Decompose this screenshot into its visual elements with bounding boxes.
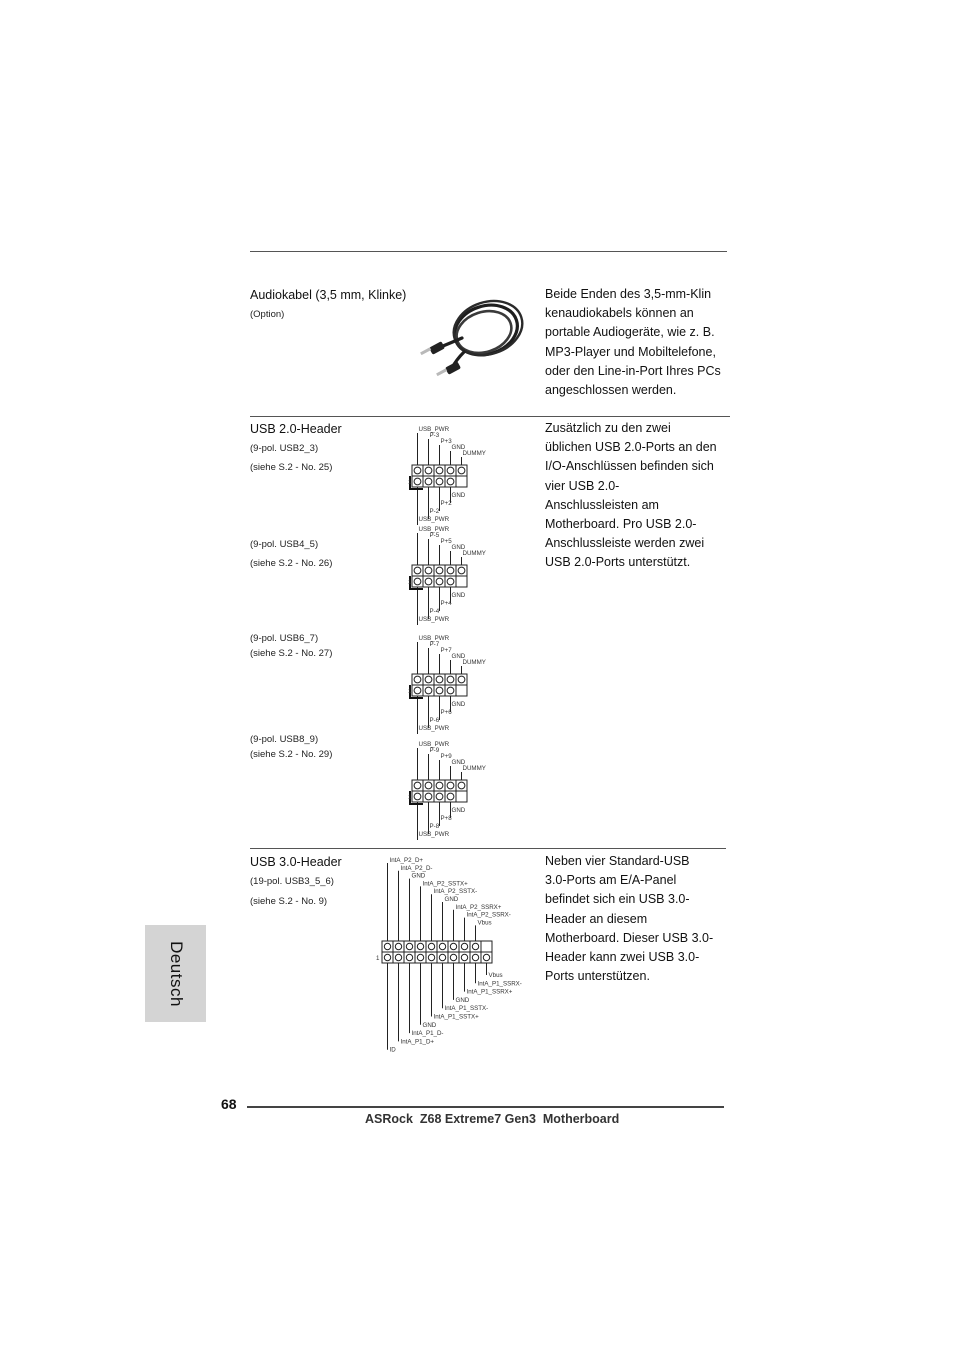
bottom-pin-label: GND [451,492,466,499]
language-tab-label: Deutsch [166,940,186,1007]
top-pin-label: IntA_P2_SSRX- [466,911,511,919]
bottom-pin-label: GND [451,807,466,814]
bottom-pin-label: IntA_P1_SSTX- [444,1005,489,1013]
top-pin-label: DUMMY [462,765,486,772]
pin-cell [470,941,481,952]
top-pin-label: P+3 [440,438,452,445]
bottom-pin-label: USB_PWR [418,831,450,838]
audio-option-note: (Option) [250,309,285,320]
usb2-desc-line: vier USB 2.0- [545,478,620,493]
pin-cell [426,952,437,963]
top-pin-label: Vbus [477,919,492,927]
top-pin-label: USB_PWR [418,426,450,433]
usb3-pinout-diagram [376,853,536,1053]
top-pin-label: USB_PWR [418,741,450,748]
pin-cell [437,941,448,952]
footer-rule [247,1106,724,1108]
usb3-desc-line: Header an diesem [545,911,648,926]
bottom-pin-label: USB_PWR [418,616,450,623]
usb2-3-ref: (siehe S.2 - No. 25) [250,462,333,473]
usb3-desc-line: Ports unterstützen. [545,969,650,984]
audio-description [545,285,721,400]
usb4-5-pinout-diagram [408,525,508,625]
usb3-pins: (19-pol. USB3_5_6) [250,876,334,887]
pin1-label: 1 [408,579,412,586]
top-pin-label: DUMMY [462,659,486,666]
top-pin-label: DUMMY [462,550,486,557]
pin-cell [459,952,470,963]
top-pin-label: GND [411,872,426,880]
bottom-pin-label: GND [451,592,466,599]
bottom-pin-label: P+8 [440,815,452,822]
bottom-pin-label: P-4 [429,608,440,615]
bottom-pin-label: GND [451,701,466,708]
audio-cable-image [418,298,524,382]
pin-cell [448,952,459,963]
pin-cell [456,791,467,802]
pin-cell [415,952,426,963]
usb3-desc-line: 3.0-Ports am E/A-Panel [545,873,677,888]
audio-desc-line: portable Audiogeräte, wie z. B. [545,325,715,340]
audio-desc-line: oder den Line-in-Port Ihres PCs [545,363,721,378]
top-pin-label: P+5 [440,538,452,545]
top-pin-label: IntA_P2_D- [400,864,433,872]
top-pin-label: USB_PWR [418,635,450,642]
usb3-desc-line: befindet sich ein USB 3.0- [545,892,690,907]
usb2-desc-line: I/O-Anschlüssen befinden sich [545,459,714,474]
usb6-7-pinout-diagram [408,634,508,734]
pin1-label: 1 [408,688,412,695]
usb2-description [545,419,717,573]
usb8-9-pinout-diagram [408,740,508,840]
top-pin-label: P-7 [429,641,440,648]
pin-cell [437,952,448,963]
pin-cell [404,952,415,963]
top-pin-label: IntA_P2_SSRX+ [455,903,502,911]
pin-cell [456,476,467,487]
audio-desc-line: kenaudiokabels können an [545,306,694,321]
pin-cell [426,941,437,952]
pin-cell [382,941,393,952]
bottom-pin-label: IntA_P1_SSTX+ [433,1013,479,1021]
usb3-header-title: USB 3.0-Header [250,855,342,869]
usb8-9-pins: (9-pol. USB8_9) [250,734,319,745]
pin1-label: 1 [408,794,412,801]
bottom-pin-label: IntA_P1_SSRX+ [466,988,513,996]
usb2-desc-line: üblichen USB 2.0-Ports an den [545,440,717,455]
bottom-pin-label: P-8 [429,823,440,830]
audio-desc-line: angeschlossen werden. [545,383,677,398]
top-pin-label: GND [451,653,466,660]
bottom-pin-label: P+2 [440,500,452,507]
pin1-label: 1 [376,955,380,962]
usb2-header-title: USB 2.0-Header [250,422,342,436]
bottom-pin-label: USB_PWR [418,725,450,732]
usb6-7-ref: (siehe S.2 - No. 27) [250,648,333,659]
usb2-desc-line: Anschlussleisten am [545,497,659,512]
top-pin-label: IntA_P2_SSTX- [433,888,478,896]
usb2-desc-line: Zusätzlich zu den zwei [545,421,671,435]
top-pin-label: P-3 [429,432,440,439]
usb3-description [545,852,713,986]
top-pin-label: GND [451,444,466,451]
pin-cell [456,685,467,696]
usb2-desc-line: Motherboard. Pro USB 2.0- [545,517,697,532]
top-pin-label: IntA_P2_SSTX+ [422,880,468,888]
top-pin-label: GND [451,759,466,766]
section-divider [250,848,726,849]
usb4-5-ref: (siehe S.2 - No. 26) [250,558,333,569]
footer-product-name: ASRock Z68 Extreme7 Gen3 Motherboard [365,1112,620,1126]
top-pin-label: P-5 [429,532,440,539]
pin-cell [404,941,415,952]
pin-cell [448,941,459,952]
section-divider [250,416,730,417]
pin-cell [481,952,492,963]
bottom-pin-label: P-6 [429,717,440,724]
bottom-pin-label: IntA_P1_D- [411,1030,444,1038]
top-pin-label: GND [451,544,466,551]
bottom-pin-label: P-2 [429,508,440,515]
audio-desc-line: Beide Enden des 3,5-mm-Klin [545,287,712,301]
usb3-ref: (siehe S.2 - No. 9) [250,896,328,907]
bottom-pin-label: IntA_P1_D+ [400,1038,435,1046]
bottom-pin-label: GND [455,996,470,1004]
top-pin-label: DUMMY [462,450,486,457]
pin-cell [459,941,470,952]
pin-cell [393,952,404,963]
bottom-pin-label: P+6 [440,709,452,716]
pin-cell [393,941,404,952]
usb2-3-pinout-diagram [408,425,508,525]
pin-cell [415,941,426,952]
usb3-desc-line: Header kann zwei USB 3.0- [545,950,700,965]
audio-cable-title: Audiokabel (3,5 mm, Klinke) [250,288,407,302]
bottom-pin-label: Vbus [488,972,503,979]
bottom-pin-label: USB_PWR [418,516,450,523]
bottom-pin-label: P+4 [440,600,452,607]
usb8-9-ref: (siehe S.2 - No. 29) [250,749,333,760]
pin1-label: 1 [408,479,412,486]
top-pin-label: IntA_P2_D+ [389,857,424,864]
usb2-desc-line: USB 2.0-Ports unterstützt. [545,555,691,570]
bottom-pin-label: IntA_P1_SSRX- [477,980,522,988]
usb3-desc-line: Neben vier Standard-USB [545,854,690,868]
pin-cell [382,952,393,963]
usb6-7-pins: (9-pol. USB6_7) [250,633,319,644]
top-pin-label: USB_PWR [418,526,450,533]
top-pin-label: P+9 [440,753,452,760]
page-number: 68 [221,1096,237,1112]
top-pin-label: P+7 [440,647,452,654]
usb3-desc-line: Motherboard. Dieser USB 3.0- [545,930,714,945]
usb2-3-pins: (9-pol. USB2_3) [250,443,319,454]
top-rule [250,251,727,252]
pin-cell [456,576,467,587]
usb4-5-pins: (9-pol. USB4_5) [250,539,319,550]
bottom-pin-label: ID [389,1046,396,1053]
top-pin-label: GND [444,896,459,903]
audio-desc-line: MP3-Player und Mobiltelefone, [545,344,716,359]
top-pin-label: P-9 [429,747,440,754]
pin-cell [470,952,481,963]
bottom-pin-label: GND [422,1021,437,1029]
usb2-desc-line: Anschlussleiste werden zwei [545,536,705,551]
pin-cell [481,941,492,952]
language-tab [145,925,206,1022]
